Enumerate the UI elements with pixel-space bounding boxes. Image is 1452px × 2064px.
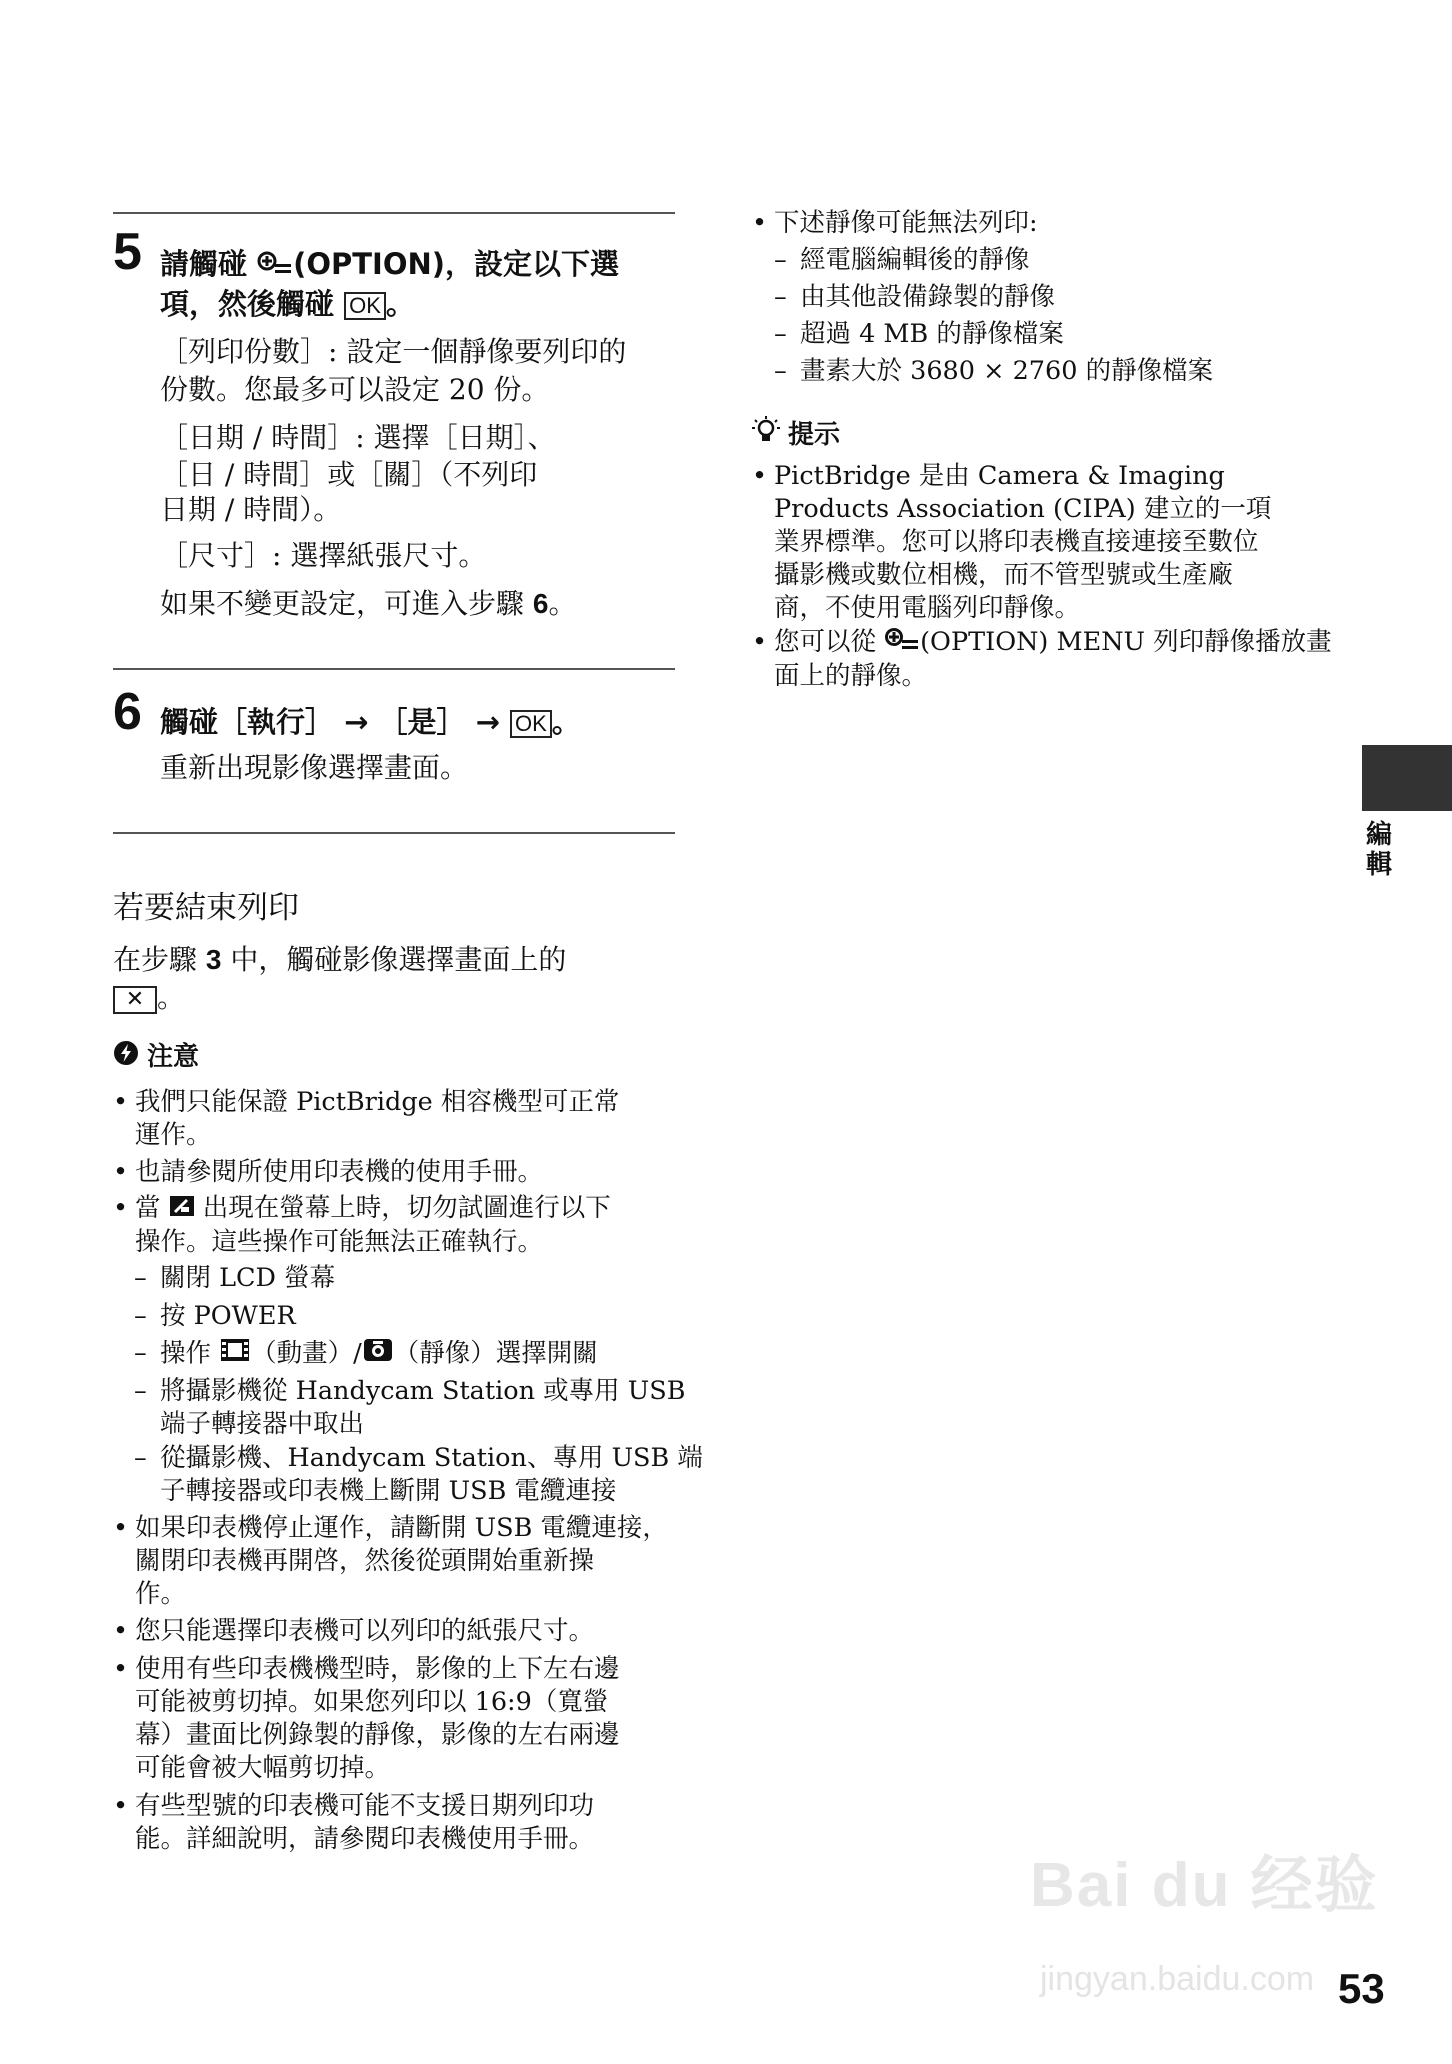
step5-p3: ［尺寸］: 選擇紙張尺寸。 [160,539,487,572]
bullet: • [752,627,768,657]
bullet: • [113,1193,129,1223]
tips-heading: 提示 [752,416,840,455]
caution-b7: • 有些型號的印表機可能不支援日期列印功 能。詳細說明，請參閱印表機使用手冊。 [113,1791,595,1854]
option-icon [257,246,293,286]
rule-step6 [113,668,675,670]
step5-p2-line2: ［日 / 時間］或［關］（不列印 [160,458,538,491]
caution-b6: • 使用有些印表機機型時，影像的上下左右邊 可能被剪切掉。如果您列印以 16:9（寬螢 幕）畫面比例錄製的靜像，影像的左右兩邊 可能會被大幅剪切掉。 [113,1654,620,1783]
right-b1: • 下述靜像可能無法列印: [752,208,1038,238]
caution-d4: – 將攝影機從 Handycam Station 或專用 USB 端子轉接器中取出 [134,1376,686,1439]
step5-p2-line3: 日期 / 時間）。 [160,493,342,526]
caution-d5: – 從攝影機、Handycam Station、專用 USB 端 子轉接器或印表機上斷開 USB 電纜連接 [134,1443,703,1506]
step6-text: 重新出現影像選擇畫面。 [160,751,469,784]
step6-number: 6 [113,683,142,741]
caution-b3: • 當 出現在螢幕上時，切勿試圖進行以下 操作。這些操作可能無法正確執行。 [113,1193,611,1257]
caution-b2: • 也請參閱所使用印表機的使用手冊。 [113,1157,544,1187]
end-print-line2: ✕ 。 [113,978,185,1018]
bullet: • [752,461,768,491]
end-print-line1: 在步驟 3 中，觸碰影像選擇畫面上的 [113,943,567,976]
rule-top [113,212,675,214]
rule-end [113,832,675,834]
step5-p4: 如果不變更設定，可進入步驟 6。 [160,587,577,620]
page-number: 53 [1338,1965,1385,2012]
bullet: • [752,208,768,238]
caution-icon [113,1040,139,1075]
caution-d2: – 按 POWER [134,1301,296,1331]
bullet: • [113,1654,129,1684]
lightbulb-icon [752,416,780,455]
close-icon: ✕ [113,986,157,1014]
movie-icon [219,1337,251,1372]
step5-heading-line2: 項，然後觸碰 OK 。 [160,287,415,321]
watermark-logo: Bai du 经验 [1030,1851,1379,1920]
bullet: • [113,1616,129,1646]
option-icon [884,627,920,660]
caution-heading: 注意 [113,1040,199,1075]
bullet: • [113,1157,129,1187]
caution-d1: – 關閉 LCD 螢幕 [134,1263,336,1293]
bullet: • [113,1791,129,1821]
step5-heading-line1: 請觸碰 (OPTION)，設定以下選 [160,244,619,286]
caution-b1: • 我們只能保證 PictBridge 相容機型可正常 運作。 [113,1087,620,1150]
step5-p1-line2: 份數。您最多可以設定 20 份。 [160,373,550,406]
watermark-url: jingyan.baidu.com [1040,1960,1315,1998]
right-d3: – 超過 4 MB 的靜像檔案 [774,319,1064,349]
step6-heading: 觸碰［執行］ → ［是］ → OK 。 [160,705,581,739]
caution-d3: – 操作 （動畫）/ （靜像）選擇開關 [134,1337,598,1372]
caution-b4: • 如果印表機停止運作，請斷開 USB 電纜連接， 關閉印表機再開啓，然後從頭開始重新操 作。 [113,1513,668,1609]
bullet: • [113,1087,129,1117]
bullet: • [113,1513,129,1543]
right-d2: – 由其他設備錄製的靜像 [774,282,1056,312]
step5-number: 5 [113,223,142,281]
step5-p2-line1: ［日期 / 時間］: 選擇［日期］、 [160,421,556,454]
tips-b1: • PictBridge 是由 Camera & Imaging Products Association (CIPA) 建立的一項 業界標準。您可以將印表機直接連接至數位 攝影機或數位相機，而不管型號或生產廠 商，不使用電腦列印靜像。 [752,461,1272,623]
ok-button-icon: OK [344,292,386,320]
section-tab [1362,745,1452,811]
section-label: 編輯 [1365,820,1392,880]
right-d1: – 經電腦編輯後的靜像 [774,245,1030,275]
camera-icon [362,1337,394,1372]
end-print-title: 若要結束列印 [113,890,299,926]
tips-b2: • 您可以從 (OPTION) MENU 列印靜像播放畫 面上的靜像。 [752,627,1332,691]
ok-button-icon: OK [510,710,552,738]
step5-p1-line1: ［列印份數］: 設定一個靜像要列印的 [160,335,627,368]
caution-b5: • 您只能選擇印表機可以列印的紙張尺寸。 [113,1616,595,1646]
right-d4: – 畫素大於 3680 × 2760 的靜像檔案 [774,356,1214,386]
print-warning-icon [169,1193,195,1226]
